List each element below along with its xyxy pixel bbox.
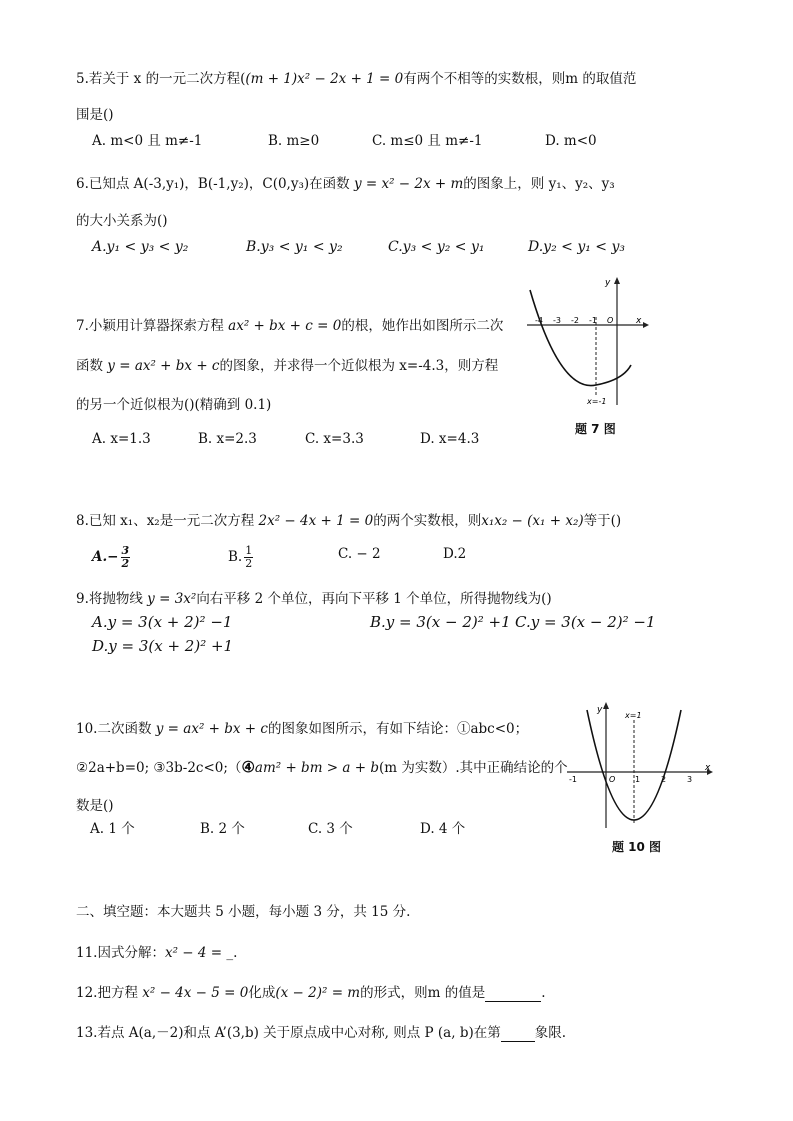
q12-text-d: . — [541, 985, 546, 1001]
q10-line2 — [76, 758, 568, 777]
q7-text-b: 的根，她作出如图所示二次 — [341, 318, 504, 334]
q12-text-c: 的形式，则m 的值是 — [360, 985, 486, 1001]
q8-option-a-numerator: 3 — [121, 544, 130, 557]
q7-option-c: C. x=3.3 — [305, 431, 364, 447]
q10-tick-label: -1 — [569, 775, 577, 784]
q7-text-d: 的图象，并求得一个近似根为 x=-4.3，则方程 — [219, 358, 499, 374]
q10-figure — [565, 700, 715, 835]
q7-text-a: 7.小颖用计算器探索方程 — [76, 318, 229, 334]
q5-line1 — [76, 70, 636, 88]
q7-tick-label: -1 — [589, 316, 597, 325]
q10-text-c: ②2a+b=0; ③3b-2c<0;（ — [76, 760, 242, 776]
q6-text-a: 6.已知点 A(-3,y₁)，B(-1,y₂)，C(0,y₃)在函数 — [76, 176, 354, 192]
q10-text-a: 10.二次函数 — [76, 721, 156, 737]
q7-option-d: D. x=4.3 — [420, 431, 480, 447]
q7-tick-label: -2 — [571, 316, 579, 325]
q5-option-c: C. m≤0 且 m≠-1 — [372, 133, 483, 149]
q7-vline-label: x=-1 — [587, 397, 607, 406]
q12-equation: x² − 4x − 5 = 0 — [142, 985, 249, 1001]
q8-option-b-denominator: 2 — [245, 557, 253, 570]
q12-text-b: 化成 — [248, 985, 276, 1001]
q10-tick-label: 1 — [635, 775, 641, 784]
q7-option-b: B. x=2.3 — [198, 431, 257, 447]
q5-equation: (m + 1)x² − 2x + 1 = 0 — [245, 71, 404, 87]
q9-text-a: 9.将抛物线 — [76, 591, 148, 607]
q10-inequality: am² + bm > a + b — [254, 760, 379, 776]
q7-y-label: y — [605, 278, 611, 288]
q10-tick-label: 3 — [687, 775, 693, 784]
q9-option-a: A.y = 3(x + 2)² −1 — [92, 613, 233, 631]
q7-function: y = ax² + bx + c — [107, 358, 220, 374]
q8-option-b-prefix: B. — [228, 549, 243, 565]
q5-text-b: 有两个不相等的实数根，则m 的取值范 — [403, 71, 637, 87]
q9-text-b: 向右平移 2 个单位，再向下平移 1 个单位，所得抛物线为() — [196, 591, 552, 607]
q8-expression: x₁x₂ − (x₁ + x₂) — [481, 513, 584, 529]
q10-option-a: A. 1 个 — [90, 821, 135, 837]
q7-tick-label: -3 — [553, 316, 561, 325]
q7-line2 — [76, 357, 498, 375]
q7-line1 — [76, 317, 503, 335]
q5-text-a: 5.若关于 x 的一元二次方程( — [76, 71, 246, 87]
q6-option-b: B.y₃ < y₁ < y₂ — [246, 239, 343, 255]
q11-expression: x² − 4 = — [164, 945, 227, 961]
q10-option-d: D. 4 个 — [420, 821, 466, 837]
q8-text-b: 的两个实数根，则 — [373, 513, 482, 529]
q10-text-b: 的图象如图所示，有如下结论：①abc<0； — [267, 721, 529, 737]
q10-text-d: (m 为实数）.其中正确结论的个 — [378, 760, 568, 776]
q8-line1 — [76, 512, 621, 530]
q11-text-a: 11.因式分解： — [76, 945, 165, 961]
q6-equation: y = x² − 2x + m — [353, 176, 464, 192]
q8-option-a-prefix: A.− — [92, 549, 119, 565]
q10-function: y = ax² + bx + c — [155, 721, 268, 737]
q8-option-b — [228, 545, 255, 570]
q7-option-a: A. x=1.3 — [92, 431, 151, 447]
q10-caption: 题 10 图 — [612, 840, 662, 854]
q9-option-c: C.y = 3(x − 2)² −1 — [515, 613, 656, 631]
q6-text-b: 的图象上，则 y₁、y₂、y₃ — [463, 176, 615, 192]
q5-line2: 围是() — [76, 107, 114, 123]
q8-option-a — [92, 545, 132, 570]
q8-option-b-numerator: 1 — [245, 544, 253, 557]
q8-equation: 2x² − 4x + 1 = 0 — [258, 513, 374, 529]
q6-option-d: D.y₂ < y₁ < y₃ — [528, 239, 626, 255]
q10-origin-label: O — [609, 775, 616, 784]
q6-option-c: C.y₃ < y₂ < y₁ — [388, 239, 485, 255]
q8-option-c: C. − 2 — [338, 546, 381, 562]
q12-text-a: 12.把方程 — [76, 985, 143, 1001]
q10-option-b: B. 2 个 — [200, 821, 245, 837]
q7-caption: 题 7 图 — [575, 422, 616, 436]
q11-text-b: _. — [226, 945, 238, 961]
q8-option-d: D.2 — [443, 546, 467, 562]
q13-text-a: 13.若点 A(a,－2)和点 A’(3,b) 关于原点成中心对称, 则点 P (a, b)在第 — [76, 1025, 501, 1041]
q6-line2: 的大小关系为() — [76, 213, 168, 229]
q10-line1 — [76, 720, 528, 738]
q11-line — [76, 944, 237, 962]
q13-answer-blank[interactable] — [501, 1027, 535, 1042]
section-2-heading: 二、填空题：本大题共 5 小题，每小题 3 分，共 15 分. — [76, 904, 411, 920]
q5-option-b: B. m≥0 — [268, 133, 320, 149]
q10-option-c: C. 3 个 — [308, 821, 353, 837]
q6-line1 — [76, 175, 615, 193]
q7-text-c: 函数 — [76, 358, 108, 374]
q7-line3: 的另一个近似根为()(精确到 0.1) — [76, 397, 272, 413]
q10-vline-label: x=1 — [625, 711, 642, 720]
q7-equation: ax² + bx + c = 0 — [228, 318, 342, 334]
q10-tick-label: 2 — [661, 775, 667, 784]
q13-line — [76, 1024, 566, 1042]
q8-text-c: 等于() — [583, 513, 622, 529]
q7-figure — [525, 275, 650, 410]
q10-x-label: x — [705, 763, 711, 773]
q8-option-a-denominator: 2 — [121, 557, 130, 570]
q12-line — [76, 984, 546, 1002]
q5-option-a: A. m<0 且 m≠-1 — [92, 133, 203, 149]
q9-equation: y = 3x² — [147, 591, 197, 607]
q7-parabola — [530, 290, 631, 386]
q12-target-form: (x − 2)² = m — [275, 985, 361, 1001]
q12-answer-blank[interactable] — [485, 987, 541, 1002]
q8-text-a: 8.已知 x₁、x₂是一元二次方程 — [76, 513, 259, 529]
q13-text-b: 象限. — [534, 1025, 567, 1041]
q10-line3: 数是() — [76, 798, 114, 814]
q10-circled-four: ④ — [241, 758, 255, 776]
q7-x-label: x — [636, 316, 642, 326]
q9-option-d: D.y = 3(x + 2)² +1 — [92, 637, 234, 655]
q7-origin-label: O — [607, 316, 614, 325]
q5-option-d: D. m<0 — [545, 133, 597, 149]
q9-line1 — [76, 590, 552, 608]
q6-option-a: A.y₁ < y₃ < y₂ — [92, 239, 189, 255]
q7-tick-label: -4 — [535, 316, 543, 325]
q10-y-label: y — [597, 705, 603, 715]
q9-option-b: B.y = 3(x − 2)² +1 — [370, 613, 511, 631]
